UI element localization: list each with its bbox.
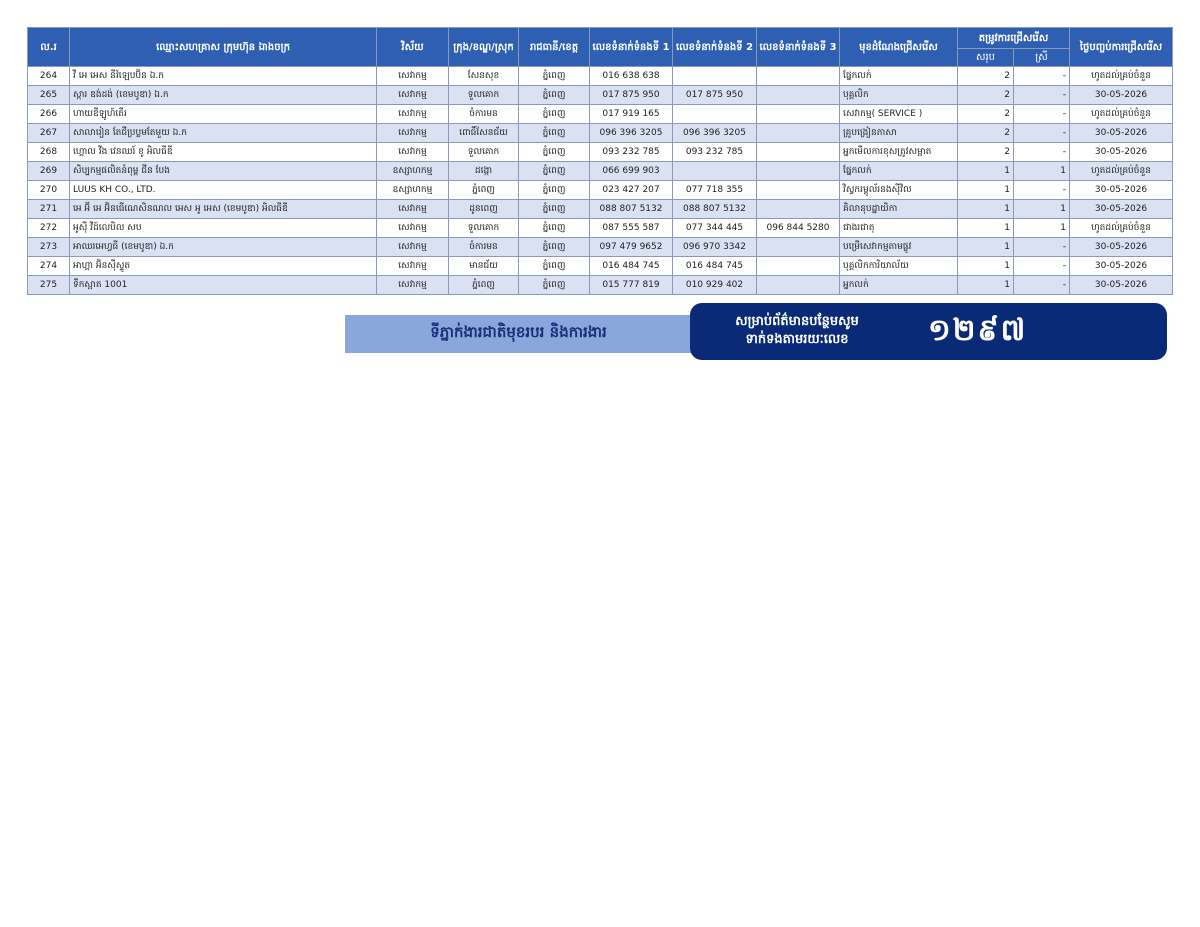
row-district: ដូនពេញ <box>449 200 519 219</box>
row-province: ភ្នំពេញ <box>519 200 590 219</box>
row-phone1: 066 699 903 <box>590 162 673 181</box>
row-female: - <box>1014 67 1070 86</box>
agency-name: ទីភ្នាក់ងារជាតិមុខរបរ និងការងារ <box>430 323 607 341</box>
row-deadline: 30-05-2026 <box>1070 181 1173 200</box>
row-total: 1 <box>958 257 1014 276</box>
row-province: ភ្នំពេញ <box>519 143 590 162</box>
row-position: បុគ្គលិកការិយាល័យ <box>840 257 958 276</box>
row-no: 269 <box>28 162 70 181</box>
row-no: 270 <box>28 181 70 200</box>
row-province: ភ្នំពេញ <box>519 238 590 257</box>
row-deadline: 30-05-2026 <box>1070 86 1173 105</box>
table-row <box>28 181 1173 200</box>
row-phone1: 097 479 9652 <box>590 238 673 257</box>
row-total: 1 <box>958 181 1014 200</box>
row-phone3 <box>757 200 840 219</box>
row-sector: សេវាកម្ម <box>377 86 449 105</box>
row-phone1: 017 875 950 <box>590 86 673 105</box>
row-district: ភ្នំពេញ <box>449 181 519 200</box>
row-company: អូស៊ី វីដ៍លេបិល សប <box>70 219 377 238</box>
header-district: ក្រុង/ខណ្ឌ/ស្រុក <box>449 28 519 67</box>
row-province: ភ្នំពេញ <box>519 124 590 143</box>
table-row <box>28 67 1173 86</box>
row-position: ជាងរជាតុ <box>840 219 958 238</box>
header-sector: វិស័យ <box>377 28 449 67</box>
row-phone1: 017 919 165 <box>590 105 673 124</box>
row-phone2 <box>673 162 757 181</box>
row-position: អ្នកមើលការខុសត្រូវសម្អាត <box>840 143 958 162</box>
header-no: ល.រ <box>28 28 70 67</box>
hotline-info <box>712 313 882 349</box>
row-province: ភ្នំពេញ <box>519 276 590 295</box>
row-phone2 <box>673 67 757 86</box>
row-female: - <box>1014 124 1070 143</box>
row-province: ភ្នំពេញ <box>519 105 590 124</box>
row-total: 1 <box>958 162 1014 181</box>
row-no: 267 <box>28 124 70 143</box>
row-phone2: 093 232 785 <box>673 143 757 162</box>
row-position: ផ្នែកលក់ <box>840 162 958 181</box>
row-district: ទួលគោក <box>449 143 519 162</box>
row-deadline: 30-05-2026 <box>1070 200 1173 219</box>
table-row <box>28 219 1173 238</box>
row-sector: ឧស្សាហកម្ម <box>377 181 449 200</box>
row-sector: សេវាកម្ម <box>377 143 449 162</box>
row-female: - <box>1014 238 1070 257</box>
header-phone2: លេខទំនាក់ទំនងទី 2 <box>673 28 757 67</box>
row-deadline: ហូតដល់គ្រប់ចំនួន <box>1070 105 1173 124</box>
row-female: 1 <box>1014 219 1070 238</box>
row-district: សែនសុខ <box>449 67 519 86</box>
row-total: 1 <box>958 238 1014 257</box>
row-phone2: 077 718 355 <box>673 181 757 200</box>
row-phone2: 016 484 745 <box>673 257 757 276</box>
row-total: 2 <box>958 86 1014 105</box>
row-phone3 <box>757 162 840 181</box>
row-no: 265 <box>28 86 70 105</box>
table-row <box>28 257 1173 276</box>
table-body <box>28 67 1173 295</box>
row-district: ដង្កោ <box>449 162 519 181</box>
row-province: ភ្នំពេញ <box>519 162 590 181</box>
row-female: - <box>1014 257 1070 276</box>
row-phone3 <box>757 86 840 105</box>
agency-banner <box>345 315 692 353</box>
header-company: ឈ្មោះសហគ្រាស ក្រុមហ៊ុន ឯាងចក្រ <box>70 28 377 67</box>
row-phone3: 096 844 5280 <box>757 219 840 238</box>
row-company: វី អេ អេស នីវ៉ឡេបប៊ិន ឯ.ក <box>70 67 377 86</box>
hotline-info-line2: ទាក់ទងតាមរយៈលេខ <box>745 332 849 347</box>
row-position: វិស្វករម្ដូល័រនងស៊ីវិល <box>840 181 958 200</box>
row-total: 2 <box>958 124 1014 143</box>
row-province: ភ្នំពេញ <box>519 67 590 86</box>
row-position: អ្នកលក់ <box>840 276 958 295</box>
row-sector: សេវាកម្ម <box>377 276 449 295</box>
row-sector: សេវាកម្ម <box>377 200 449 219</box>
row-phone3 <box>757 105 840 124</box>
row-phone3 <box>757 181 840 200</box>
row-phone2: 096 970 3342 <box>673 238 757 257</box>
row-company: សិប្បកម្មផលិតនំពុម្ព ជីន បែង <box>70 162 377 181</box>
row-female: 1 <box>1014 162 1070 181</box>
table-row <box>28 162 1173 181</box>
row-sector: សេវាកម្ម <box>377 238 449 257</box>
row-position: សេវាកម្ម( SERVICE ) <box>840 105 958 124</box>
row-company: ស្ការ ឌង់ដង់ (ខេមបូឌា) ឯ.ក <box>70 86 377 105</box>
hotline-banner <box>690 303 1167 360</box>
row-phone1: 087 555 587 <box>590 219 673 238</box>
row-female: - <box>1014 105 1070 124</box>
row-district: ពោធិ៍សែនជ័យ <box>449 124 519 143</box>
row-no: 268 <box>28 143 70 162</box>
row-phone1: 015 777 819 <box>590 276 673 295</box>
row-province: ភ្នំពេញ <box>519 86 590 105</box>
row-deadline: ហូតដល់គ្រប់ចំនួន <box>1070 219 1173 238</box>
row-phone1: 096 396 3205 <box>590 124 673 143</box>
job-listing-sheet <box>27 27 1172 295</box>
row-no: 272 <box>28 219 70 238</box>
row-company: ទឹកស្អាត 1001 <box>70 276 377 295</box>
row-phone2 <box>673 105 757 124</box>
header-female: ស្រី <box>1014 49 1070 67</box>
row-deadline: 30-05-2026 <box>1070 124 1173 143</box>
row-sector: សេវាកម្ម <box>377 257 449 276</box>
row-district: ទួលគោក <box>449 86 519 105</box>
row-no: 266 <box>28 105 70 124</box>
table-row <box>28 200 1173 219</box>
row-province: ភ្នំពេញ <box>519 257 590 276</box>
row-phone2: 088 807 5132 <box>673 200 757 219</box>
header-phone1: លេខទំនាក់ទំនងទី 1 <box>590 28 673 67</box>
row-sector: សេវាកម្ម <box>377 219 449 238</box>
row-district: ចំការមន <box>449 105 519 124</box>
row-deadline: 30-05-2026 <box>1070 257 1173 276</box>
row-total: 1 <box>958 200 1014 219</box>
row-sector: សេវាកម្ម <box>377 67 449 86</box>
row-company: អាហ្គា អ៊ិនស៊ីស្ទូត <box>70 257 377 276</box>
row-phone2: 017 875 950 <box>673 86 757 105</box>
header-position: មុខដំណែងជ្រើសរើស <box>840 28 958 67</box>
row-company: អាឈរអេហ្វធី (ខេមបូឌា) ឯ.ក <box>70 238 377 257</box>
row-position: បម្រើសេវាកម្មតាមផ្លូវ <box>840 238 958 257</box>
table-row <box>28 105 1173 124</box>
row-position: បុគ្គលិក <box>840 86 958 105</box>
row-no: 271 <box>28 200 70 219</box>
row-deadline: 30-05-2026 <box>1070 276 1173 295</box>
row-total: 1 <box>958 219 1014 238</box>
row-phone1: 088 807 5132 <box>590 200 673 219</box>
row-company: អេ អ៊ី អេ អ៊ិនធើណេសិនណល អេស អូ អេស (ខេមបូឌា) អិលធីឌី <box>70 200 377 219</box>
row-phone2: 010 929 402 <box>673 276 757 295</box>
hotline-info-line1: សម្រាប់ព័ត៌មានបន្ថែមសូម <box>735 314 859 329</box>
row-company: ហ្គោល វីង វេនឈរ៍ ខូ អិលធីឌី <box>70 143 377 162</box>
row-female: - <box>1014 86 1070 105</box>
row-district: ទួលគោក <box>449 219 519 238</box>
row-phone3 <box>757 143 840 162</box>
row-total: 2 <box>958 67 1014 86</box>
row-total: 2 <box>958 105 1014 124</box>
header-total: សរុប <box>958 49 1014 67</box>
row-sector: ឧស្សាហកម្ម <box>377 162 449 181</box>
row-phone1: 016 638 638 <box>590 67 673 86</box>
row-phone3 <box>757 124 840 143</box>
row-position: គិលានុបដ្ឋាយិកា <box>840 200 958 219</box>
header-deadline: ថ្ងៃបញ្ចប់ការជ្រើសរើស <box>1070 28 1173 67</box>
row-phone3 <box>757 257 840 276</box>
row-deadline: 30-05-2026 <box>1070 238 1173 257</box>
row-sector: សេវាកម្ម <box>377 105 449 124</box>
row-no: 274 <box>28 257 70 276</box>
row-total: 2 <box>958 143 1014 162</box>
row-district: មានជ័យ <box>449 257 519 276</box>
header-province: រាជធានី/ខេត្ត <box>519 28 590 67</box>
row-company: សាលារៀន តែជីប្រប្លមតែមួយ ឯ.ក <box>70 124 377 143</box>
row-phone2: 096 396 3205 <box>673 124 757 143</box>
hotline-number[interactable]: ១២៩៧ <box>928 313 1028 348</box>
job-listing-table <box>27 27 1173 295</box>
row-no: 275 <box>28 276 70 295</box>
row-province: ភ្នំពេញ <box>519 219 590 238</box>
row-no: 273 <box>28 238 70 257</box>
row-phone3 <box>757 238 840 257</box>
table-header <box>28 28 1173 67</box>
row-sector: សេវាកម្ម <box>377 124 449 143</box>
row-phone3 <box>757 276 840 295</box>
table-row <box>28 124 1173 143</box>
row-deadline: ហូតដល់គ្រប់ចំនួន <box>1070 162 1173 181</box>
row-no: 264 <box>28 67 70 86</box>
row-total: 1 <box>958 276 1014 295</box>
row-phone3 <box>757 67 840 86</box>
row-female: - <box>1014 143 1070 162</box>
row-phone1: 016 484 745 <box>590 257 673 276</box>
row-female: 1 <box>1014 200 1070 219</box>
row-company: LUUS KH CO., LTD. <box>70 181 377 200</box>
row-phone2: 077 344 445 <box>673 219 757 238</box>
row-female: - <box>1014 181 1070 200</box>
row-deadline: 30-05-2026 <box>1070 143 1173 162</box>
table-row <box>28 276 1173 295</box>
row-phone1: 093 232 785 <box>590 143 673 162</box>
row-deadline: ហូតដល់គ្រប់ចំនួន <box>1070 67 1173 86</box>
row-province: ភ្នំពេញ <box>519 181 590 200</box>
row-district: ភ្នំពេញ <box>449 276 519 295</box>
row-company: ហាយឌីឡូហ៍តើរ <box>70 105 377 124</box>
table-row <box>28 143 1173 162</box>
row-district: ចំការមន <box>449 238 519 257</box>
header-phone3: លេខទំនាក់ទំនងទី 3 <box>757 28 840 67</box>
header-needed: តម្រូវការជ្រើសរើស <box>958 28 1070 49</box>
row-phone1: 023 427 207 <box>590 181 673 200</box>
row-female: - <box>1014 276 1070 295</box>
table-row <box>28 238 1173 257</box>
row-position: គ្រូបង្រៀនភាសា <box>840 124 958 143</box>
row-position: ផ្នែកលក់ <box>840 67 958 86</box>
table-row <box>28 86 1173 105</box>
